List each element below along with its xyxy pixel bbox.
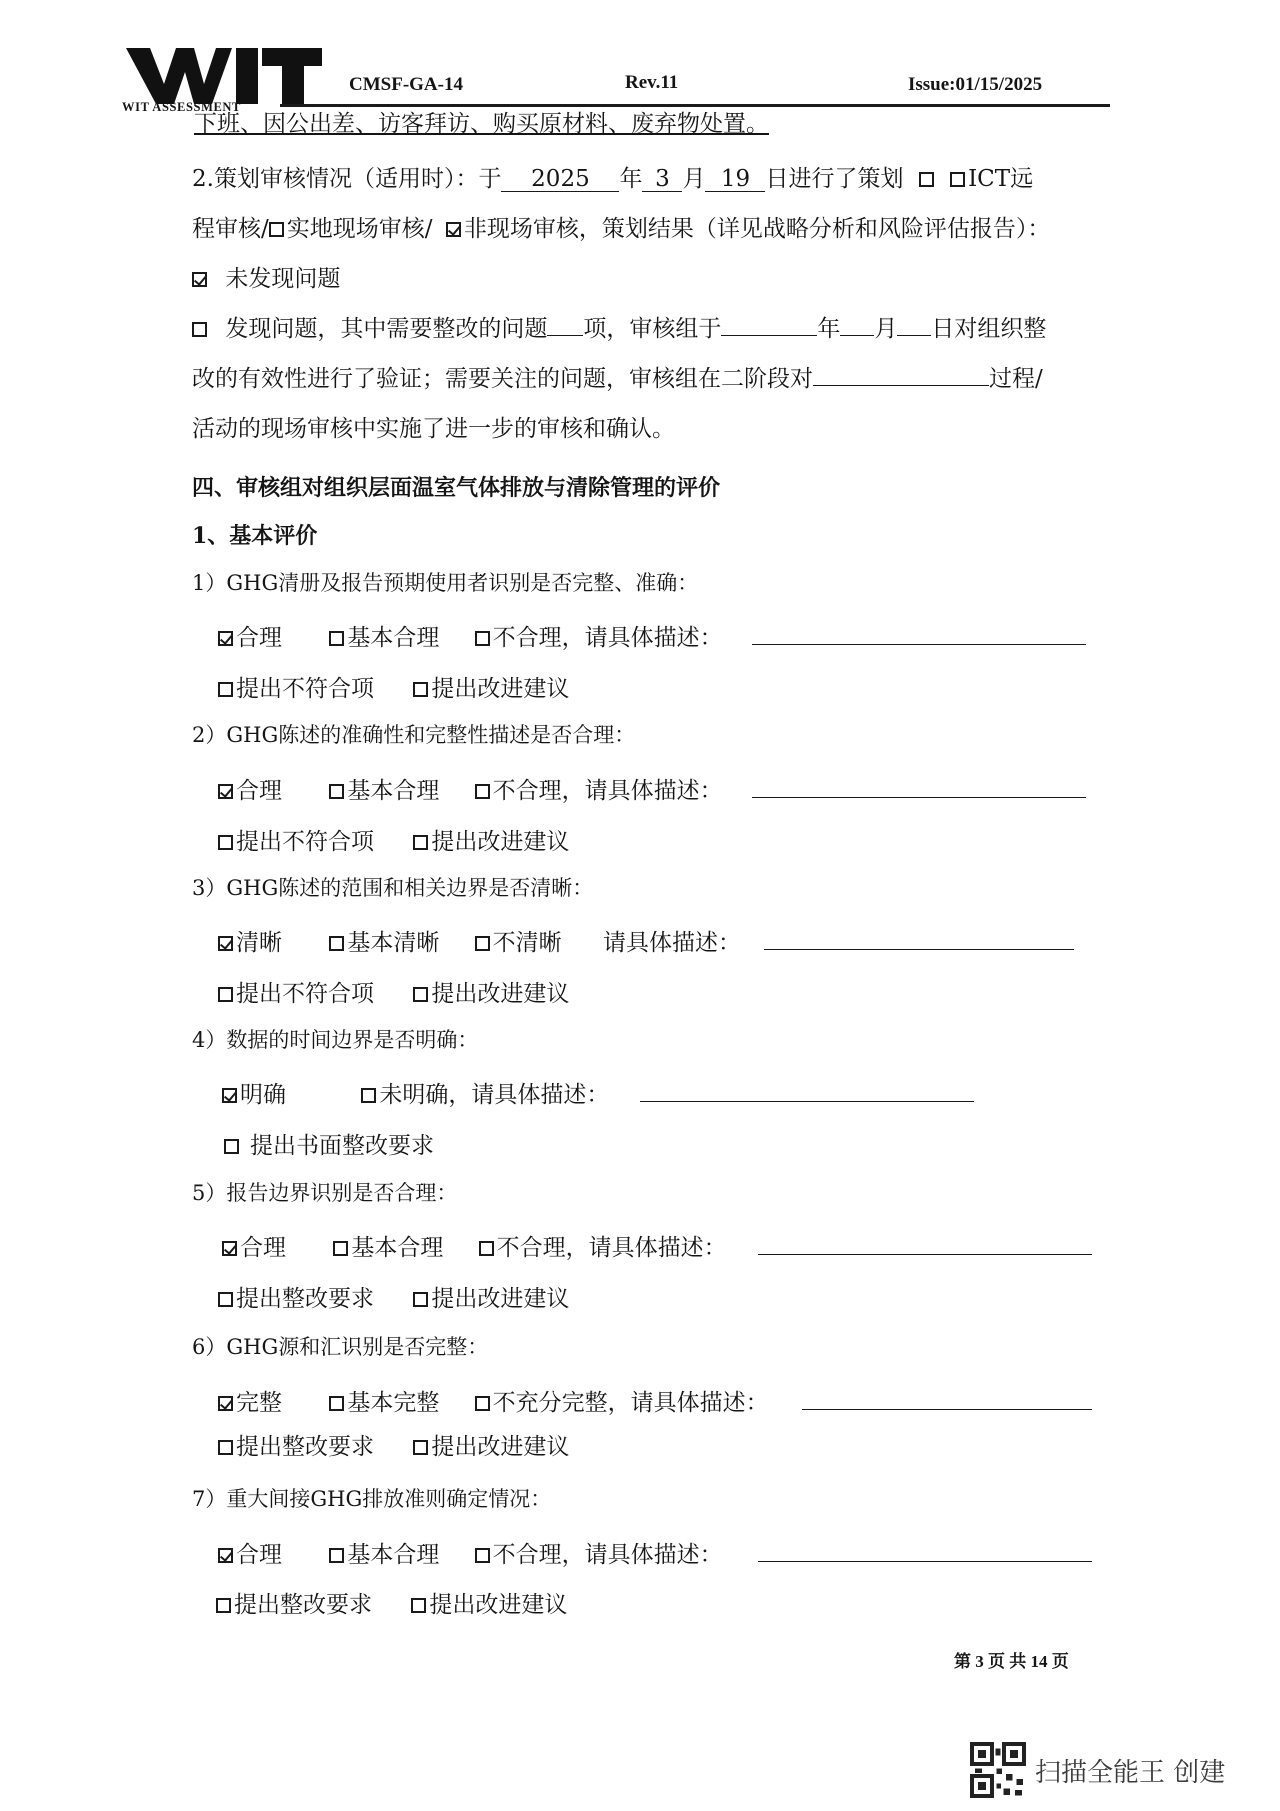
section-title: 四、审核组对组织层面温室气体排放与清除管理的评价 [192, 475, 721, 501]
question-6: 6）GHG源和汇识别是否完整： [192, 1335, 489, 1359]
q1-options: 合理 基本合理 不合理，请具体描述： [218, 623, 723, 653]
issue-date: Issue:01/15/2025 [908, 74, 1043, 95]
q6-option-3-checkbox[interactable] [475, 1396, 490, 1411]
q1-action-2-checkbox[interactable] [413, 682, 428, 697]
q4-option-1-checkbox[interactable] [222, 1088, 237, 1103]
question-2: 2）GHG陈述的准确性和完整性描述是否合理： [192, 723, 636, 747]
q3-option-2-checkbox[interactable] [329, 936, 344, 951]
q3-action-2-checkbox[interactable] [413, 987, 428, 1002]
year-value: 2025 [501, 167, 619, 192]
question-5: 5）报告边界识别是否合理： [192, 1181, 458, 1205]
no-issue-checkbox[interactable] [192, 272, 207, 287]
header-rule [280, 104, 1110, 107]
month-value: 3 [642, 167, 682, 192]
q5-option-2-checkbox[interactable] [333, 1241, 348, 1256]
q5-options: 合理 基本合理 不合理，请具体描述： [222, 1233, 727, 1263]
q7-options: 合理 基本合理 不合理，请具体描述： [218, 1540, 723, 1570]
q7-action-1-checkbox[interactable] [216, 1598, 231, 1613]
logo-subtitle: WIT ASSESSMENT [122, 100, 241, 114]
offsite-audit-checkbox[interactable] [446, 222, 461, 237]
q3-action-1-checkbox[interactable] [218, 987, 233, 1002]
scanner-label: 扫描全能王 创建 [1035, 1758, 1226, 1788]
q7-desc-line[interactable] [758, 1561, 1092, 1562]
onsite-audit-checkbox[interactable] [269, 222, 284, 237]
q1-desc-line[interactable] [752, 644, 1086, 645]
q6-action-1-checkbox[interactable] [218, 1440, 233, 1455]
q4-action-1-checkbox[interactable] [224, 1139, 239, 1154]
planning-line-6: 活动的现场审核中实施了进一步的审核和确认。 [192, 416, 675, 442]
planning-line-2: 程审核/ 实地现场审核/ 非现场审核，策划结果（详见战略分析和风险评估报告）： [192, 216, 1051, 242]
q6-option-1-checkbox[interactable] [218, 1396, 233, 1411]
q2-action-1-checkbox[interactable] [218, 835, 233, 850]
issue-count-blank[interactable] [547, 335, 583, 336]
q2-option-2-checkbox[interactable] [329, 784, 344, 799]
planning-line-5: 改的有效性进行了验证；需要关注的问题，审核组在二阶段对 过程/ [192, 366, 1043, 392]
q2-option-1-checkbox[interactable] [218, 784, 233, 799]
q2-options: 合理 基本合理 不合理，请具体描述： [218, 776, 723, 806]
form-code: CMSF-GA-14 [349, 74, 463, 95]
q6-action-2-checkbox[interactable] [413, 1440, 428, 1455]
day-value: 19 [705, 167, 765, 192]
q6-desc-line[interactable] [802, 1409, 1092, 1410]
planning-line-1: 2.策划审核情况（适用时）：于 2025 年 3 月 19 日进行了策划 ICT远 [192, 166, 1034, 192]
q1-actions: 提出不符合项 提出改进建议 [218, 674, 569, 704]
q5-actions: 提出整改要求 提出改进建议 [218, 1284, 569, 1314]
subsection-title: 1、基本评价 [192, 523, 318, 549]
q4-actions: 提出书面整改要求 [224, 1131, 434, 1161]
ict-remote-checkbox[interactable] [950, 172, 965, 187]
issue-month-blank[interactable] [840, 335, 874, 336]
q3-option-1-checkbox[interactable] [218, 936, 233, 951]
q1-option-3-checkbox[interactable] [475, 631, 490, 646]
q3-actions: 提出不符合项 提出改进建议 [218, 979, 569, 1009]
q5-desc-line[interactable] [758, 1254, 1092, 1255]
q7-option-2-checkbox[interactable] [329, 1548, 344, 1563]
question-4: 4）数据的时间边界是否明确： [192, 1028, 479, 1052]
q7-option-1-checkbox[interactable] [218, 1548, 233, 1563]
wit-logo-icon [124, 44, 324, 106]
q5-option-1-checkbox[interactable] [222, 1241, 237, 1256]
issue-year-blank[interactable] [721, 335, 817, 336]
issue-day-blank[interactable] [897, 335, 931, 336]
q7-actions: 提出整改要求 提出改进建议 [216, 1590, 567, 1620]
no-issue-row: 未发现问题 [192, 264, 340, 294]
qr-code-icon [970, 1742, 1026, 1798]
q4-option-2-checkbox[interactable] [361, 1088, 376, 1103]
q5-option-3-checkbox[interactable] [479, 1241, 494, 1256]
q7-option-3-checkbox[interactable] [475, 1548, 490, 1563]
q2-action-2-checkbox[interactable] [413, 835, 428, 850]
planning-checkbox-1[interactable] [919, 172, 934, 187]
q1-option-2-checkbox[interactable] [329, 631, 344, 646]
q2-desc-line[interactable] [752, 797, 1086, 798]
q1-option-1-checkbox[interactable] [218, 631, 233, 646]
q4-desc-line[interactable] [640, 1101, 974, 1102]
q2-option-3-checkbox[interactable] [475, 784, 490, 799]
q5-action-2-checkbox[interactable] [413, 1292, 428, 1307]
q7-action-2-checkbox[interactable] [411, 1598, 426, 1613]
q3-options: 清晰 基本清晰 不清晰 请具体描述： [218, 928, 741, 958]
q2-actions: 提出不符合项 提出改进建议 [218, 827, 569, 857]
q3-desc-line[interactable] [764, 949, 1074, 950]
q1-action-1-checkbox[interactable] [218, 682, 233, 697]
q3-option-3-checkbox[interactable] [475, 936, 490, 951]
question-7: 7）重大间接GHG排放准则确定情况： [192, 1487, 552, 1511]
issue-row: 发现问题，其中需要整改的问题 项，审核组于 年 月 日对组织整 [192, 314, 1046, 344]
question-1: 1）GHG清册及报告预期使用者识别是否完整、准确： [192, 571, 699, 595]
q4-options: 明确 未明确，请具体描述： [222, 1080, 609, 1110]
process-blank[interactable] [813, 385, 989, 386]
q6-options: 完整 基本完整 不充分完整，请具体描述： [218, 1388, 769, 1418]
issue-found-checkbox[interactable] [192, 322, 207, 337]
page-number: 第 3 页 共 14 页 [954, 1652, 1069, 1671]
top-line: 下班、因公出差、访客拜访、购买原材料、废弃物处置。 [194, 111, 769, 137]
q5-action-1-checkbox[interactable] [218, 1292, 233, 1307]
revision: Rev.11 [625, 72, 679, 93]
question-3: 3）GHG陈述的范围和相关边界是否清晰： [192, 876, 594, 900]
q6-actions: 提出整改要求 提出改进建议 [218, 1432, 569, 1462]
q6-option-2-checkbox[interactable] [329, 1396, 344, 1411]
